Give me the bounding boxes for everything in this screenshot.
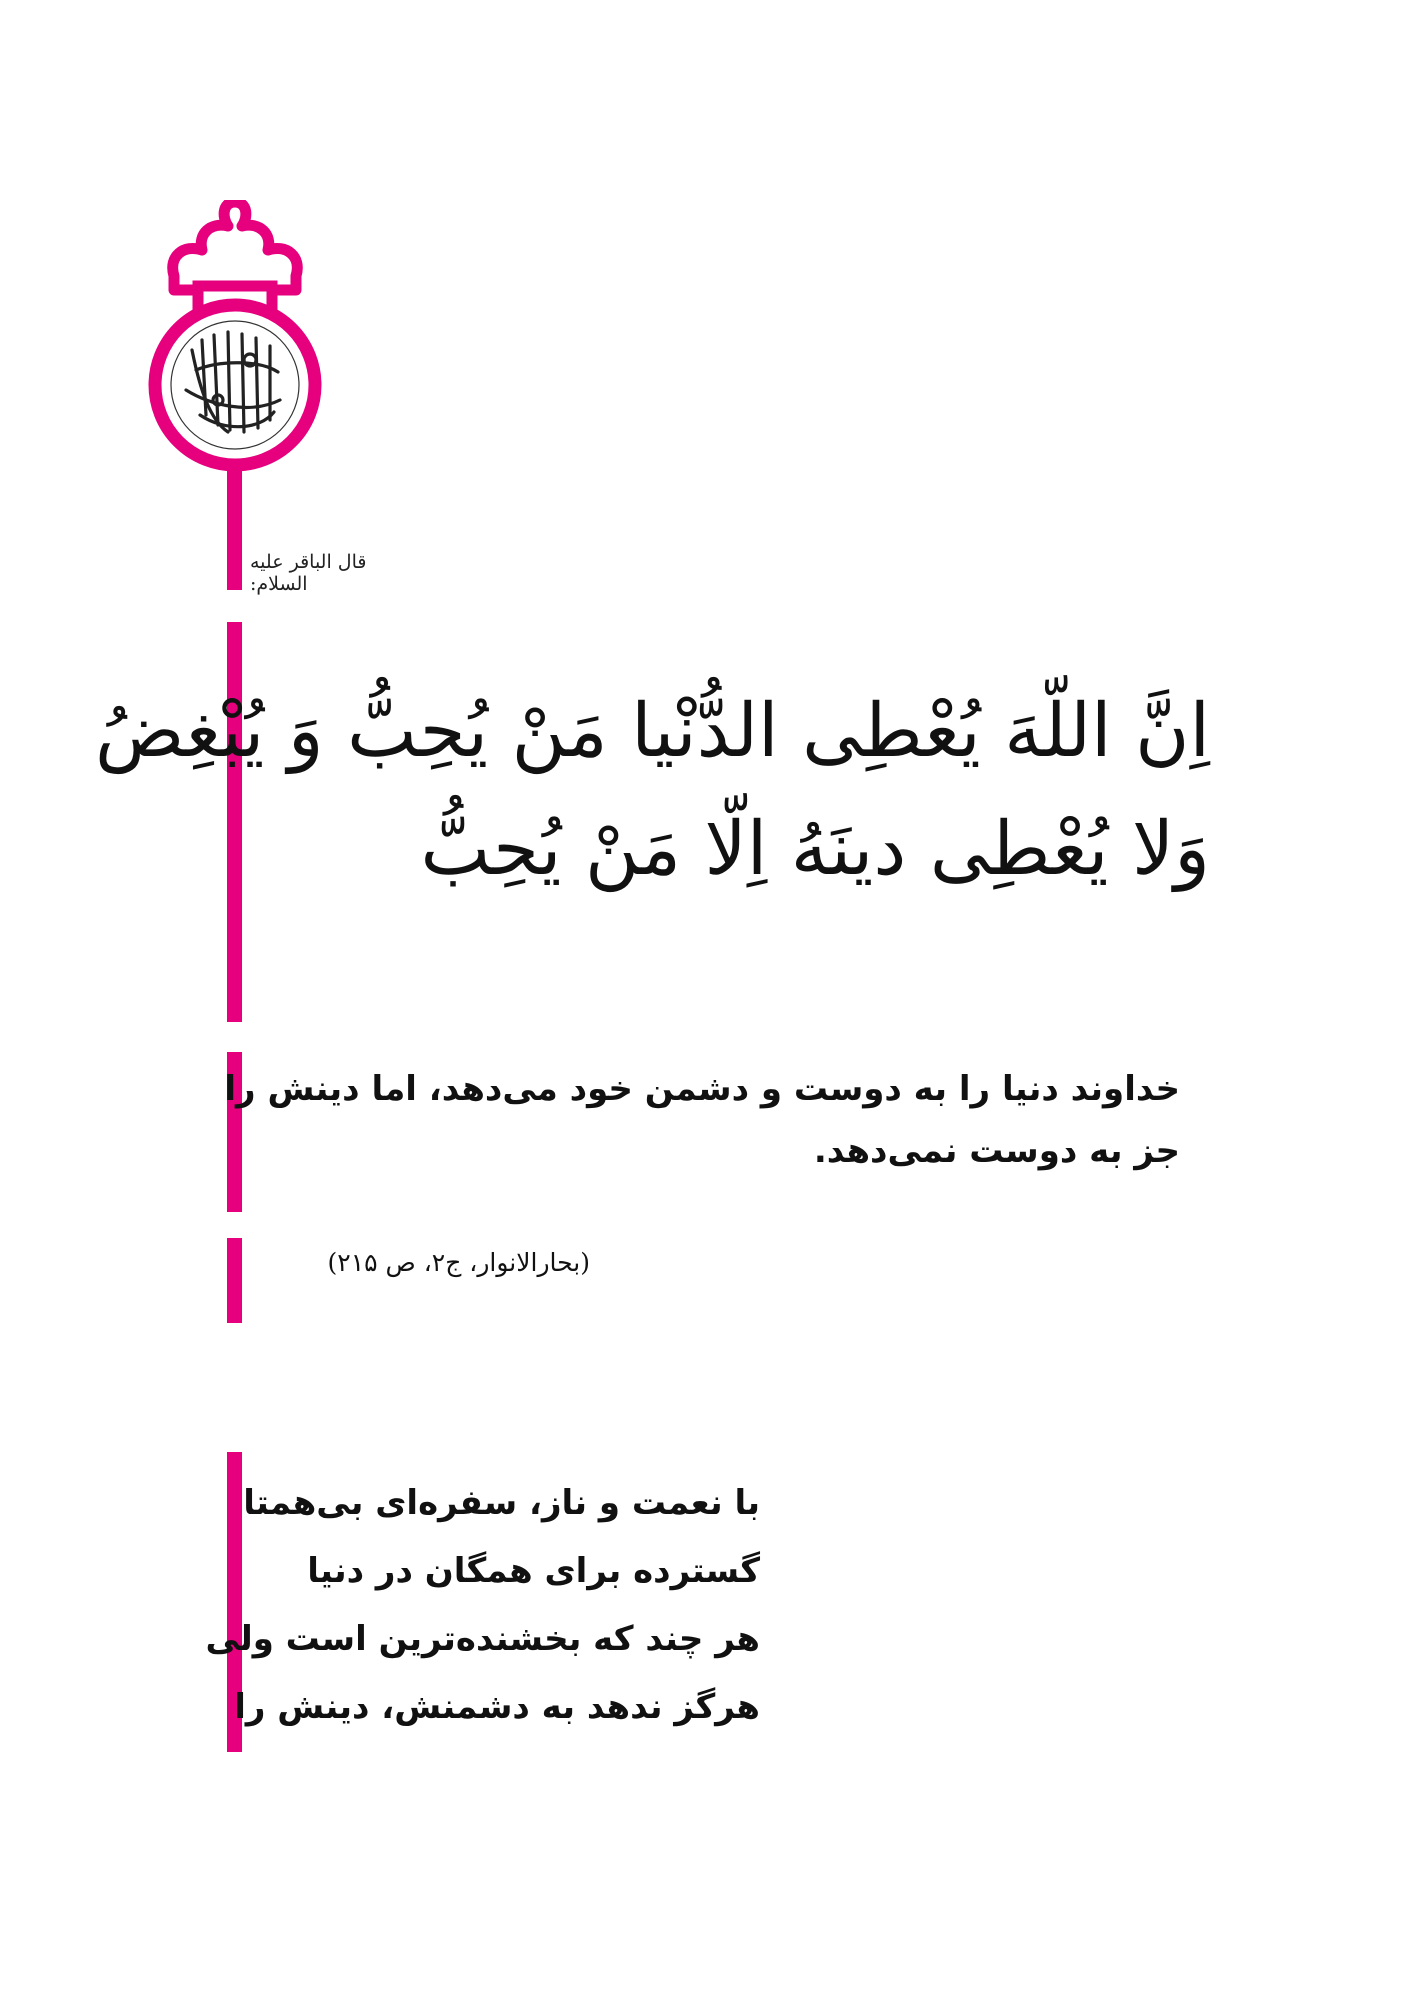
translation-line: جز به دوست نمی‌دهد. — [813, 1131, 1180, 1171]
poem-line: با نعمت و ناز، سفره‌ای بی‌همتا — [243, 1483, 760, 1523]
intro-heading: قال الباقر علیه السلام: — [250, 551, 367, 595]
source-citation: (بحارالانوار، ج۲، ص ۲۱۵) — [327, 1248, 590, 1277]
accent-bar-intro — [227, 542, 242, 587]
translation-text — [224, 1058, 1180, 1182]
calligraphy-medallion-icon — [140, 200, 340, 600]
accent-bar-source — [227, 1238, 242, 1323]
poem — [205, 1469, 760, 1741]
hadith-line: اِنَّ اللّهَ یُعْطِی الدُّنْیا مَنْ یُحِبُّ وَ یُبْغِضُ — [95, 688, 1210, 774]
poem-line: هر چند که بخشنده‌ترین است ولی — [205, 1619, 760, 1659]
hadith-text — [95, 672, 1210, 908]
poem-line: گسترده برای همگان در دنیا — [307, 1551, 760, 1591]
calligraphy-medallion — [140, 200, 340, 600]
poem-line: هرگز ندهد به دشمنش، دینش را — [234, 1687, 760, 1727]
translation-line: خداوند دنیا را به دوست و دشمن خود می‌دهد، اما دینش را — [224, 1069, 1180, 1109]
hadith-line: وَلا یُعْطِی دینَهُ اِلّا مَنْ یُحِبُّ — [420, 806, 1210, 892]
